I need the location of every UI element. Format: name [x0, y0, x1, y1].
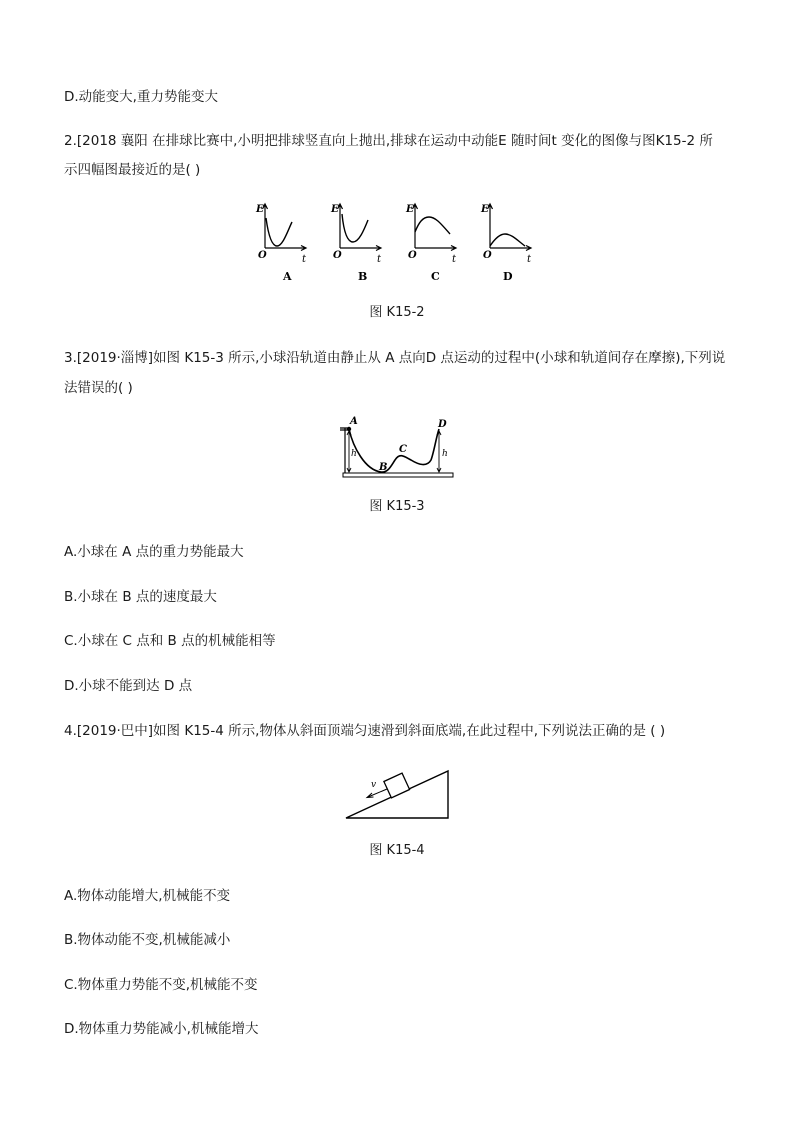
track-height-right: h	[442, 449, 448, 459]
velocity-arrow	[367, 789, 387, 798]
velocity-label: v	[371, 780, 377, 790]
graph-b-origin: O	[333, 250, 342, 261]
q1-option-d: D.动能变大,重力势能变大	[64, 89, 218, 105]
q2-stem-line1: 2.[2018 襄阳 在排球比赛中,小明把排球竖直向上抛出,排球在运动中动能E 随时间t 变化的图像与图K15-2 所	[64, 133, 713, 149]
track-figure	[335, 412, 460, 482]
track-point-c: C	[399, 444, 407, 455]
sliding-block	[384, 773, 410, 798]
track-point-b: B	[379, 462, 388, 473]
graph-d-y-label: E	[481, 204, 489, 215]
q4-option-d: D.物体重力势能减小,机械能增大	[64, 1021, 259, 1037]
graph-d-x-label: t	[527, 254, 532, 265]
q3-stem-line1: 3.[2019·淄博]如图 K15-3 所示,小球沿轨道由静止从 A 点向D 点运动的过程中(小球和轨道间存在摩擦),下列说	[64, 350, 726, 366]
graph-b-x-label: t	[377, 254, 382, 265]
track-point-a: A	[350, 416, 358, 427]
graph-d	[480, 200, 540, 285]
graph-c-x-label: t	[452, 254, 457, 265]
q2-stem-line2: 示四幅图最接近的是( )	[64, 162, 201, 178]
q4-caption: 图 K15-4	[369, 843, 425, 858]
graph-a-x-label: t	[302, 254, 307, 265]
graph-c-curve	[415, 217, 450, 234]
q2-caption: 图 K15-2	[369, 305, 425, 320]
graph-a-label: A	[283, 270, 292, 283]
graph-a	[255, 200, 315, 285]
graph-b	[330, 200, 390, 285]
q4-option-a: A.物体动能增大,机械能不变	[64, 888, 231, 904]
graph-c-label: C	[431, 270, 440, 283]
graph-b-curve	[342, 214, 368, 242]
q4-option-b: B.物体动能不变,机械能减小	[64, 932, 231, 948]
q3-option-b: B.小球在 B 点的速度最大	[64, 589, 217, 605]
q3-stem-line2: 法错误的( )	[64, 380, 133, 396]
incline-figure	[343, 762, 453, 822]
q3-option-a: A.小球在 A 点的重力势能最大	[64, 544, 244, 560]
graph-b-y-label: E	[331, 204, 339, 215]
graph-a-curve	[266, 218, 292, 246]
graph-d-curve	[490, 234, 525, 246]
graph-d-origin: O	[483, 250, 492, 261]
track-height-left: h	[351, 449, 357, 459]
track-curve	[349, 429, 439, 472]
graph-b-label: B	[358, 270, 368, 283]
graph-a-y-label: E	[256, 204, 264, 215]
graph-d-label: D	[503, 270, 513, 283]
q4-stem: 4.[2019·巴中]如图 K15-4 所示,物体从斜面顶端匀速滑到斜面底端,在此过程中,下列说法正确的是 ( )	[64, 723, 666, 739]
track-point-d: D	[438, 419, 447, 430]
q3-caption: 图 K15-3	[369, 499, 425, 514]
graph-c	[405, 200, 465, 285]
graph-a-origin: O	[258, 250, 267, 261]
q4-option-c: C.物体重力势能不变,机械能不变	[64, 977, 258, 993]
graph-c-y-label: E	[406, 204, 414, 215]
graph-c-origin: O	[408, 250, 417, 261]
q3-option-c: C.小球在 C 点和 B 点的机械能相等	[64, 633, 276, 649]
q3-option-d: D.小球不能到达 D 点	[64, 678, 193, 694]
